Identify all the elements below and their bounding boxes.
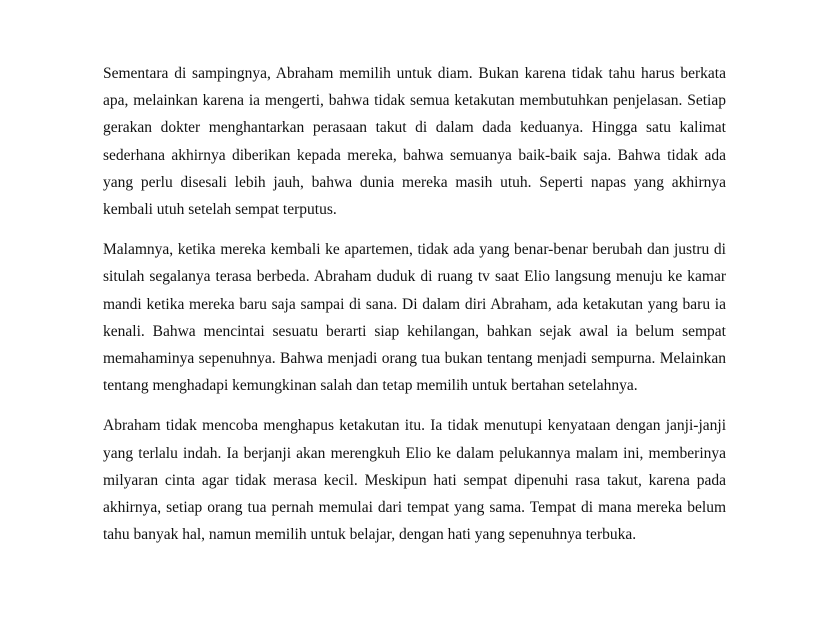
paragraph-3: Abraham tidak mencoba menghapus ketakutan itu. Ia tidak menutupi kenyataan dengan janji-janji yang terlalu indah. Ia berjanji akan merengkuh Elio ke dalam pelukannya malam ini, memberinya milyaran cinta agar tidak merasa kecil. Meskipun hati sempat dipenuhi rasa takut, karena pada akhirnya, setiap orang tua pernah memulai dari tempat yang sama. Tempat di mana mereka belum tahu banyak hal, namun memilih untuk belajar, dengan hati yang sepenuhnya terbuka. [103, 417, 726, 544]
paragraph-2: Malamnya, ketika mereka kembali ke apartemen, tidak ada yang benar-benar berubah dan justru di situlah segalanya terasa berbeda. Abraham duduk di ruang tv saat Elio langsung menuju ke kamar mandi ketika mereka baru saja sampai di sana. Di dalam diri Abraham, ada ketakutan yang baru ia kenali. Bahwa mencintai sesuatu berarti siap kehilangan, bahkan sejak awal ia belum sempat memahaminya sepenuhnya. Bahwa menjadi orang tua bukan tentang menjadi sempurna. Melainkan tentang menghadapi kemungkinan salah dan tetap memilih untuk bertahan setelahnya. [103, 241, 726, 395]
paragraph-1: Sementara di sampingnya, Abraham memilih untuk diam. Bukan karena tidak tahu harus berkata apa, melainkan karena ia mengerti, bahwa tidak semua ketakutan membutuhkan penjelasan. Setiap gerakan dokter menghantarkan perasaan takut di dalam dada keduanya. Hingga satu kalimat sederhana akhirnya diberikan kepada mereka, bahwa semuanya baik-baik saja. Bahwa tidak ada yang perlu disesali lebih jauh, bahwa dunia mereka masih utuh. Seperti napas yang akhirnya kembali utuh setelah sempat terputus. [103, 65, 726, 219]
document-body [103, 60, 726, 561]
